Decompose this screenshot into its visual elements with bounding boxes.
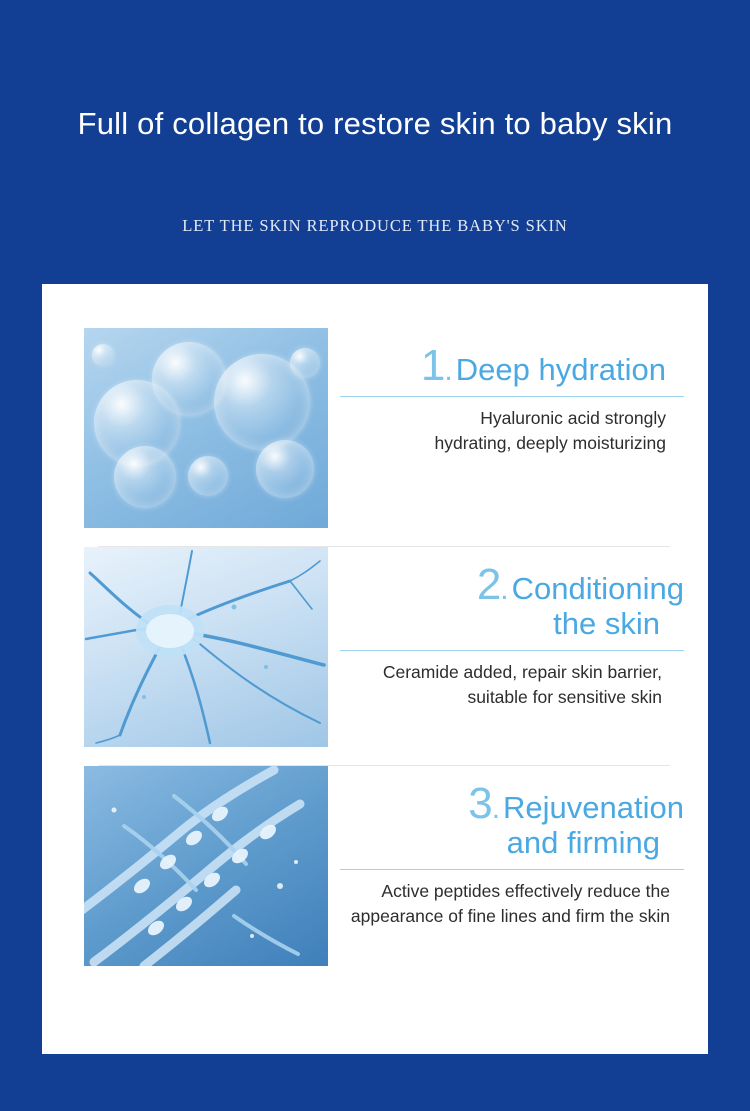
feature-text bbox=[328, 547, 684, 709]
feature-title: Deep hydration bbox=[455, 352, 666, 387]
feature-text bbox=[328, 328, 684, 456]
feature-description-line-1: Active peptides effectively reduce the bbox=[381, 880, 670, 901]
dna-helix-illustration bbox=[84, 766, 328, 966]
feature-title-second-line: and firming bbox=[506, 825, 660, 860]
divider bbox=[340, 396, 684, 397]
page-title: Full of collagen to restore skin to baby skin bbox=[77, 106, 673, 141]
feature-description-line-2: hydrating, deeply moisturizing bbox=[434, 432, 666, 453]
feature-description-line-2: suitable for sensitive skin bbox=[467, 686, 662, 707]
feature-title: Conditioning bbox=[511, 571, 684, 606]
feature-text bbox=[328, 766, 684, 928]
feature-number: 1. bbox=[420, 341, 452, 390]
feature-heading bbox=[340, 779, 684, 828]
list-item bbox=[84, 328, 684, 546]
feature-list bbox=[42, 284, 708, 1054]
divider bbox=[340, 650, 684, 651]
feature-card bbox=[42, 284, 708, 1054]
feature-title: Rejuvenation bbox=[503, 790, 684, 825]
feature-number: 3. bbox=[468, 779, 500, 828]
feature-description-line-2: appearance of fine lines and firm the skin bbox=[350, 905, 670, 926]
list-item bbox=[84, 547, 684, 765]
page-subtitle: LET THE SKIN REPRODUCE THE BABY'S SKIN bbox=[182, 215, 568, 235]
feature-heading bbox=[340, 341, 684, 390]
feature-description-line-1: Hyaluronic acid strongly bbox=[480, 408, 666, 428]
feature-number: 2. bbox=[476, 560, 508, 609]
feature-description-line-1: Ceramide added, repair skin barrier, bbox=[382, 661, 662, 682]
neuron-graphic bbox=[84, 547, 328, 747]
neuron-cell-illustration bbox=[84, 547, 328, 747]
list-item bbox=[84, 766, 684, 984]
dna-graphic bbox=[84, 766, 328, 966]
bubbles-macro-photo bbox=[84, 328, 328, 528]
feature-title-second-line: the skin bbox=[553, 606, 660, 641]
feature-heading bbox=[340, 560, 684, 609]
divider bbox=[340, 869, 684, 870]
